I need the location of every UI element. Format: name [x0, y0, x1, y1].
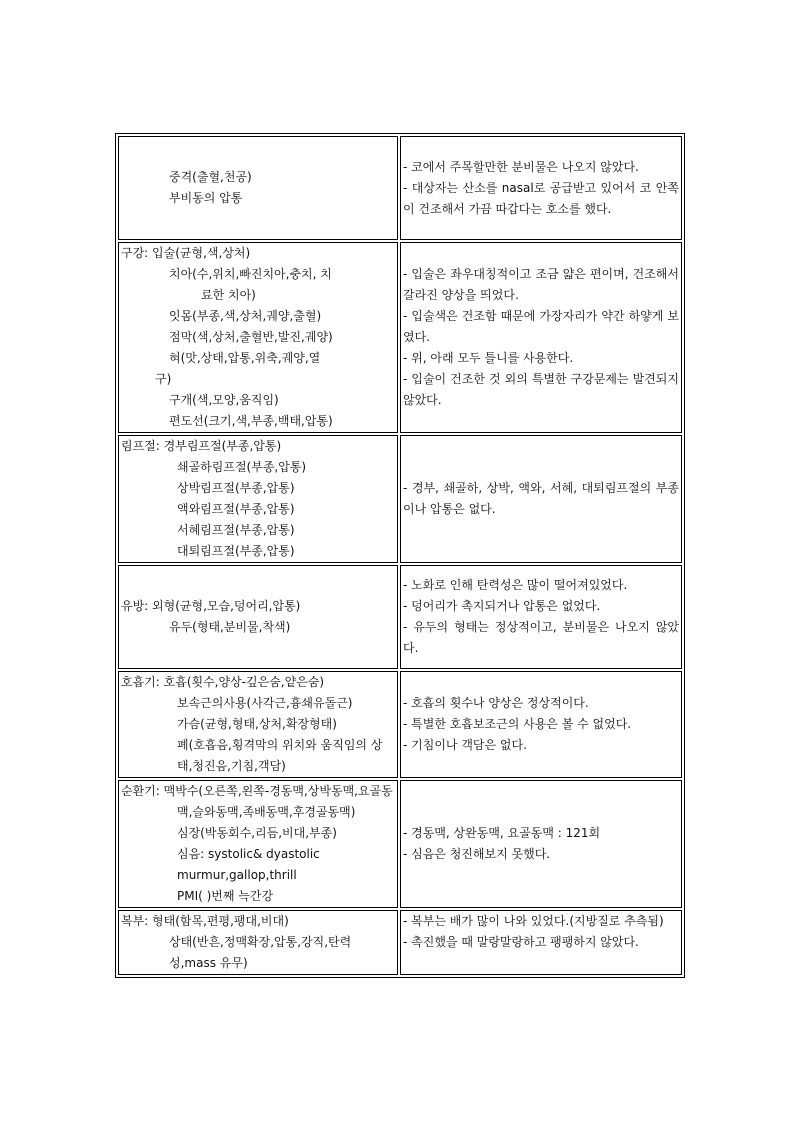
lymph-item: 상박림프절(부종,압통)	[177, 481, 295, 495]
circ-item: PMI( )번째 늑간강	[177, 889, 274, 903]
oral-findings: - 입술은 좌우대칭적이고 조금 얇은 편이며, 건조해서 갈라진 양상을 띄었다. - 입술색은 건조함 때문에 가장자리가 약간 하얗게 보였다. - 위, 아래 모두 틀니를 사용한다. - 입술이 건조한 것 외의 특별한 구강문제는 발견되지 않았다.	[400, 242, 682, 433]
oral-item: 점막(색,상처,출혈반,발진,궤양)	[169, 330, 333, 344]
breast-item: 유두(형태,분비물,착색)	[169, 620, 291, 634]
nose-item: 부비동의 압통	[169, 191, 243, 205]
circ-items	[118, 780, 398, 908]
table-row-oral	[118, 242, 682, 433]
oral-item: 치아(수,위치,빠진치아,충치, 치	[169, 267, 332, 281]
resp-items	[118, 671, 398, 778]
resp-item: 가슴(균형,형태,상처,확장형태)	[177, 717, 337, 731]
resp-item: 폐(호흡음,횡격막의 위치와 움직임의 상태,청진음,기침,객담)	[177, 738, 383, 773]
circ-item: 심장(박동회수,리듬,비대,부종)	[177, 826, 337, 840]
abd-item: 상태(반흔,정맥확장,압통,강직,탄력성,mass 유무)	[169, 935, 352, 970]
lymph-item: 서혜림프절(부종,압통)	[177, 523, 295, 537]
oral-item: 잇몸(부종,색,상처,궤양,출혈)	[169, 309, 322, 323]
circ-item: 순환기: 맥박수(오른쪽,왼쪽-경동맥,상박동맥,요골동맥,슬와동맥,족배동맥,후경골동맥)	[121, 784, 393, 819]
lymph-item: 쇄골하림프절(부종,압통)	[177, 460, 307, 474]
oral-item: 료한 치아)	[201, 288, 256, 302]
lymph-item: 대퇴림프절(부종,압통)	[177, 544, 295, 558]
oral-item: 편도선(크기,색,부종,백태,압통)	[169, 414, 333, 428]
oral-items	[118, 242, 398, 433]
abd-findings: - 복부는 배가 많이 나와 있었다.(지방질로 추측됨) - 촉진했을 때 말랑말랑하고 팽팽하지 않았다.	[400, 910, 682, 975]
table-row-breast	[118, 565, 682, 669]
lymph-item: 림프절: 경부림프절(부종,압통)	[121, 439, 282, 453]
oral-item: 구)	[155, 372, 172, 386]
table-row-respiratory	[118, 671, 682, 778]
oral-item: 혀(맛,상태,압통,위축,궤양,열	[169, 351, 321, 365]
lymph-findings: - 경부, 쇄골하, 상박, 액와, 서혜, 대퇴림프절의 부종이나 압통은 없다.	[400, 435, 682, 563]
table-row-circulatory	[118, 780, 682, 908]
table-row-abdomen	[118, 910, 682, 975]
resp-findings: - 호흡의 횟수나 양상은 정상적이다. - 특별한 호흡보조근의 사용은 볼 수 없었다. - 기침이나 객담은 없다.	[400, 671, 682, 778]
table-row-nose	[118, 136, 682, 240]
assessment-table	[115, 133, 685, 978]
table-row-lymph	[118, 435, 682, 563]
lymph-item: 액와림프절(부종,압통)	[177, 502, 295, 516]
nose-findings: - 코에서 주목할만한 분비물은 나오지 않았다. - 대상자는 산소를 nasal로 공급받고 있어서 코 안쪽이 건조해서 가끔 따갑다는 호소를 했다.	[400, 136, 682, 240]
breast-findings: - 노화로 인해 탄력성은 많이 떨어져있었다. - 덩어리가 촉지되거나 압통은 없었다. - 유두의 형태는 정상적이고, 분비물은 나오지 않았다.	[400, 565, 682, 669]
oral-item: 구개(색,모양,움직임)	[169, 393, 279, 407]
breast-items	[118, 565, 398, 669]
circ-findings: - 경동맥, 상완동맥, 요골동맥 : 121회 - 심음은 청진해보지 못했다.	[400, 780, 682, 908]
abd-items	[118, 910, 398, 975]
resp-item: 보속근의사용(사각근,흉쇄유돌근)	[177, 696, 353, 710]
circ-item: 심음: systolic& dyastolic murmur,gallop,thrill	[177, 847, 320, 882]
breast-item: 유방: 외형(균형,모습,덩어리,압통)	[121, 599, 301, 613]
assessment-page	[115, 133, 678, 978]
abd-item: 복부: 형태(함목,편평,팽대,비대)	[121, 914, 289, 928]
oral-item: 구강: 입술(균형,색,상처)	[121, 246, 251, 260]
resp-item: 호흡기: 호흡(횟수,양상-깊은숨,얕은숨)	[121, 675, 325, 689]
nose-items	[118, 136, 398, 240]
lymph-items	[118, 435, 398, 563]
nose-item: 중격(출혈,천공)	[169, 170, 252, 184]
